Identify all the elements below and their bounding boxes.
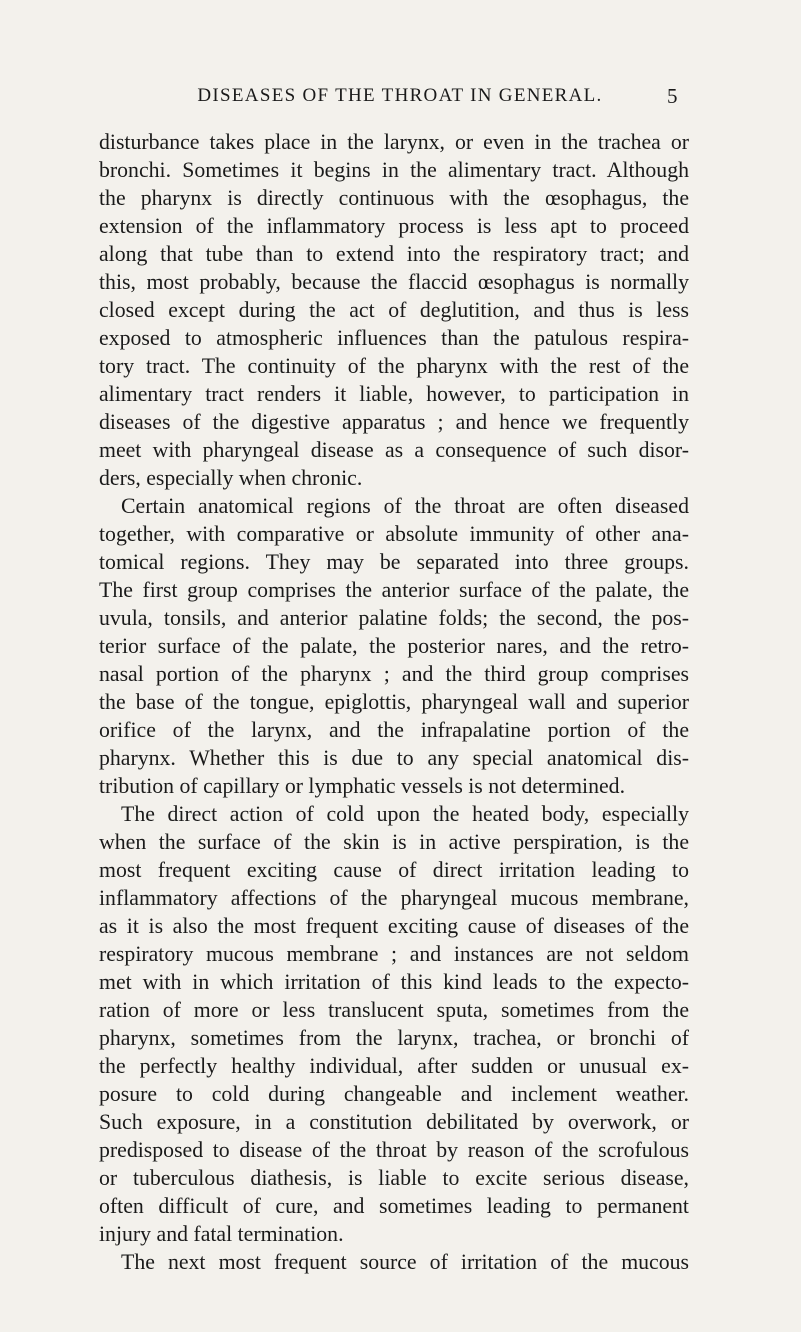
text-line: respiratory mucous membrane ; and instances are not seldom (99, 942, 689, 966)
text-line: when the surface of the skin is in active perspiration, is the (99, 830, 689, 854)
text-line: Such exposure, in a constitution debilitated by overwork, or (99, 1110, 689, 1134)
text-line: pharynx, sometimes from the larynx, trachea, or bronchi of (99, 1026, 689, 1050)
text-line: pharynx. Whether this is due to any special anatomical dis- (99, 746, 689, 770)
body-text (99, 128, 689, 1276)
text-line: together, with comparative or absolute immunity of other ana- (99, 522, 689, 546)
text-line: terior surface of the palate, the posterior nares, and the retro- (99, 634, 689, 658)
text-line: nasal portion of the pharynx ; and the third group comprises (99, 662, 689, 686)
text-line: met with in which irritation of this kind leads to the expecto- (99, 970, 689, 994)
paragraph-start-line: Certain anatomical regions of the throat are often diseased (121, 494, 689, 518)
text-line: alimentary tract renders it liable, however, to participation in (99, 382, 689, 406)
text-line: predisposed to disease of the throat by reason of the scrofulous (99, 1138, 689, 1162)
text-line: exposed to atmospheric influences than the patulous respira- (99, 326, 689, 350)
text-line: ration of more or less translucent sputa, sometimes from the (99, 998, 689, 1022)
paragraph-start-line: The next most frequent source of irritation of the mucous (121, 1250, 689, 1274)
text-line: along that tube than to extend into the respiratory tract; and (99, 242, 689, 266)
page-number: 5 (667, 84, 678, 108)
text-line: diseases of the digestive apparatus ; and hence we frequently (99, 410, 689, 434)
text-line: closed except during the act of deglutition, and thus is less (99, 298, 689, 322)
text-line: posure to cold during changeable and inclement weather. (99, 1082, 689, 1106)
running-head: DISEASES OF THE THROAT IN GENERAL. (197, 85, 603, 106)
text-line: The first group comprises the anterior surface of the palate, the (99, 578, 689, 602)
text-line: orifice of the larynx, and the infrapalatine portion of the (99, 718, 689, 742)
text-line: the base of the tongue, epiglottis, pharyngeal wall and superior (99, 690, 689, 714)
text-line: tory tract. The continuity of the pharynx with the rest of the (99, 354, 689, 378)
text-line: inflammatory affections of the pharyngeal mucous membrane, (99, 886, 689, 910)
text-line: tribution of capillary or lymphatic vessels is not determined. (99, 774, 626, 798)
text-line: extension of the inflammatory process is less apt to proceed (99, 214, 689, 238)
text-line: or tuberculous diathesis, is liable to excite serious disease, (99, 1166, 689, 1190)
text-line: the perfectly healthy individual, after sudden or unusual ex- (99, 1054, 689, 1078)
paragraph-start-line: The direct action of cold upon the heated body, especially (121, 802, 689, 826)
text-line: injury and fatal termination. (99, 1222, 344, 1246)
text-line: meet with pharyngeal disease as a consequence of such disor- (99, 438, 689, 462)
text-line: this, most probably, because the flaccid œsophagus is normally (99, 270, 689, 294)
text-line: ders, especially when chronic. (99, 466, 363, 490)
text-line: tomical regions. They may be separated into three groups. (99, 550, 689, 574)
text-line: disturbance takes place in the larynx, or even in the trachea or (99, 130, 689, 154)
text-line: often difficult of cure, and sometimes leading to permanent (99, 1194, 689, 1218)
text-line: uvula, tonsils, and anterior palatine folds; the second, the pos- (99, 606, 689, 630)
text-line: the pharynx is directly continuous with the œsophagus, the (99, 186, 689, 210)
text-line: as it is also the most frequent exciting cause of diseases of the (99, 914, 689, 938)
text-line: bronchi. Sometimes it begins in the alimentary tract. Although (99, 158, 689, 182)
text-line: most frequent exciting cause of direct irritation leading to (99, 858, 689, 882)
